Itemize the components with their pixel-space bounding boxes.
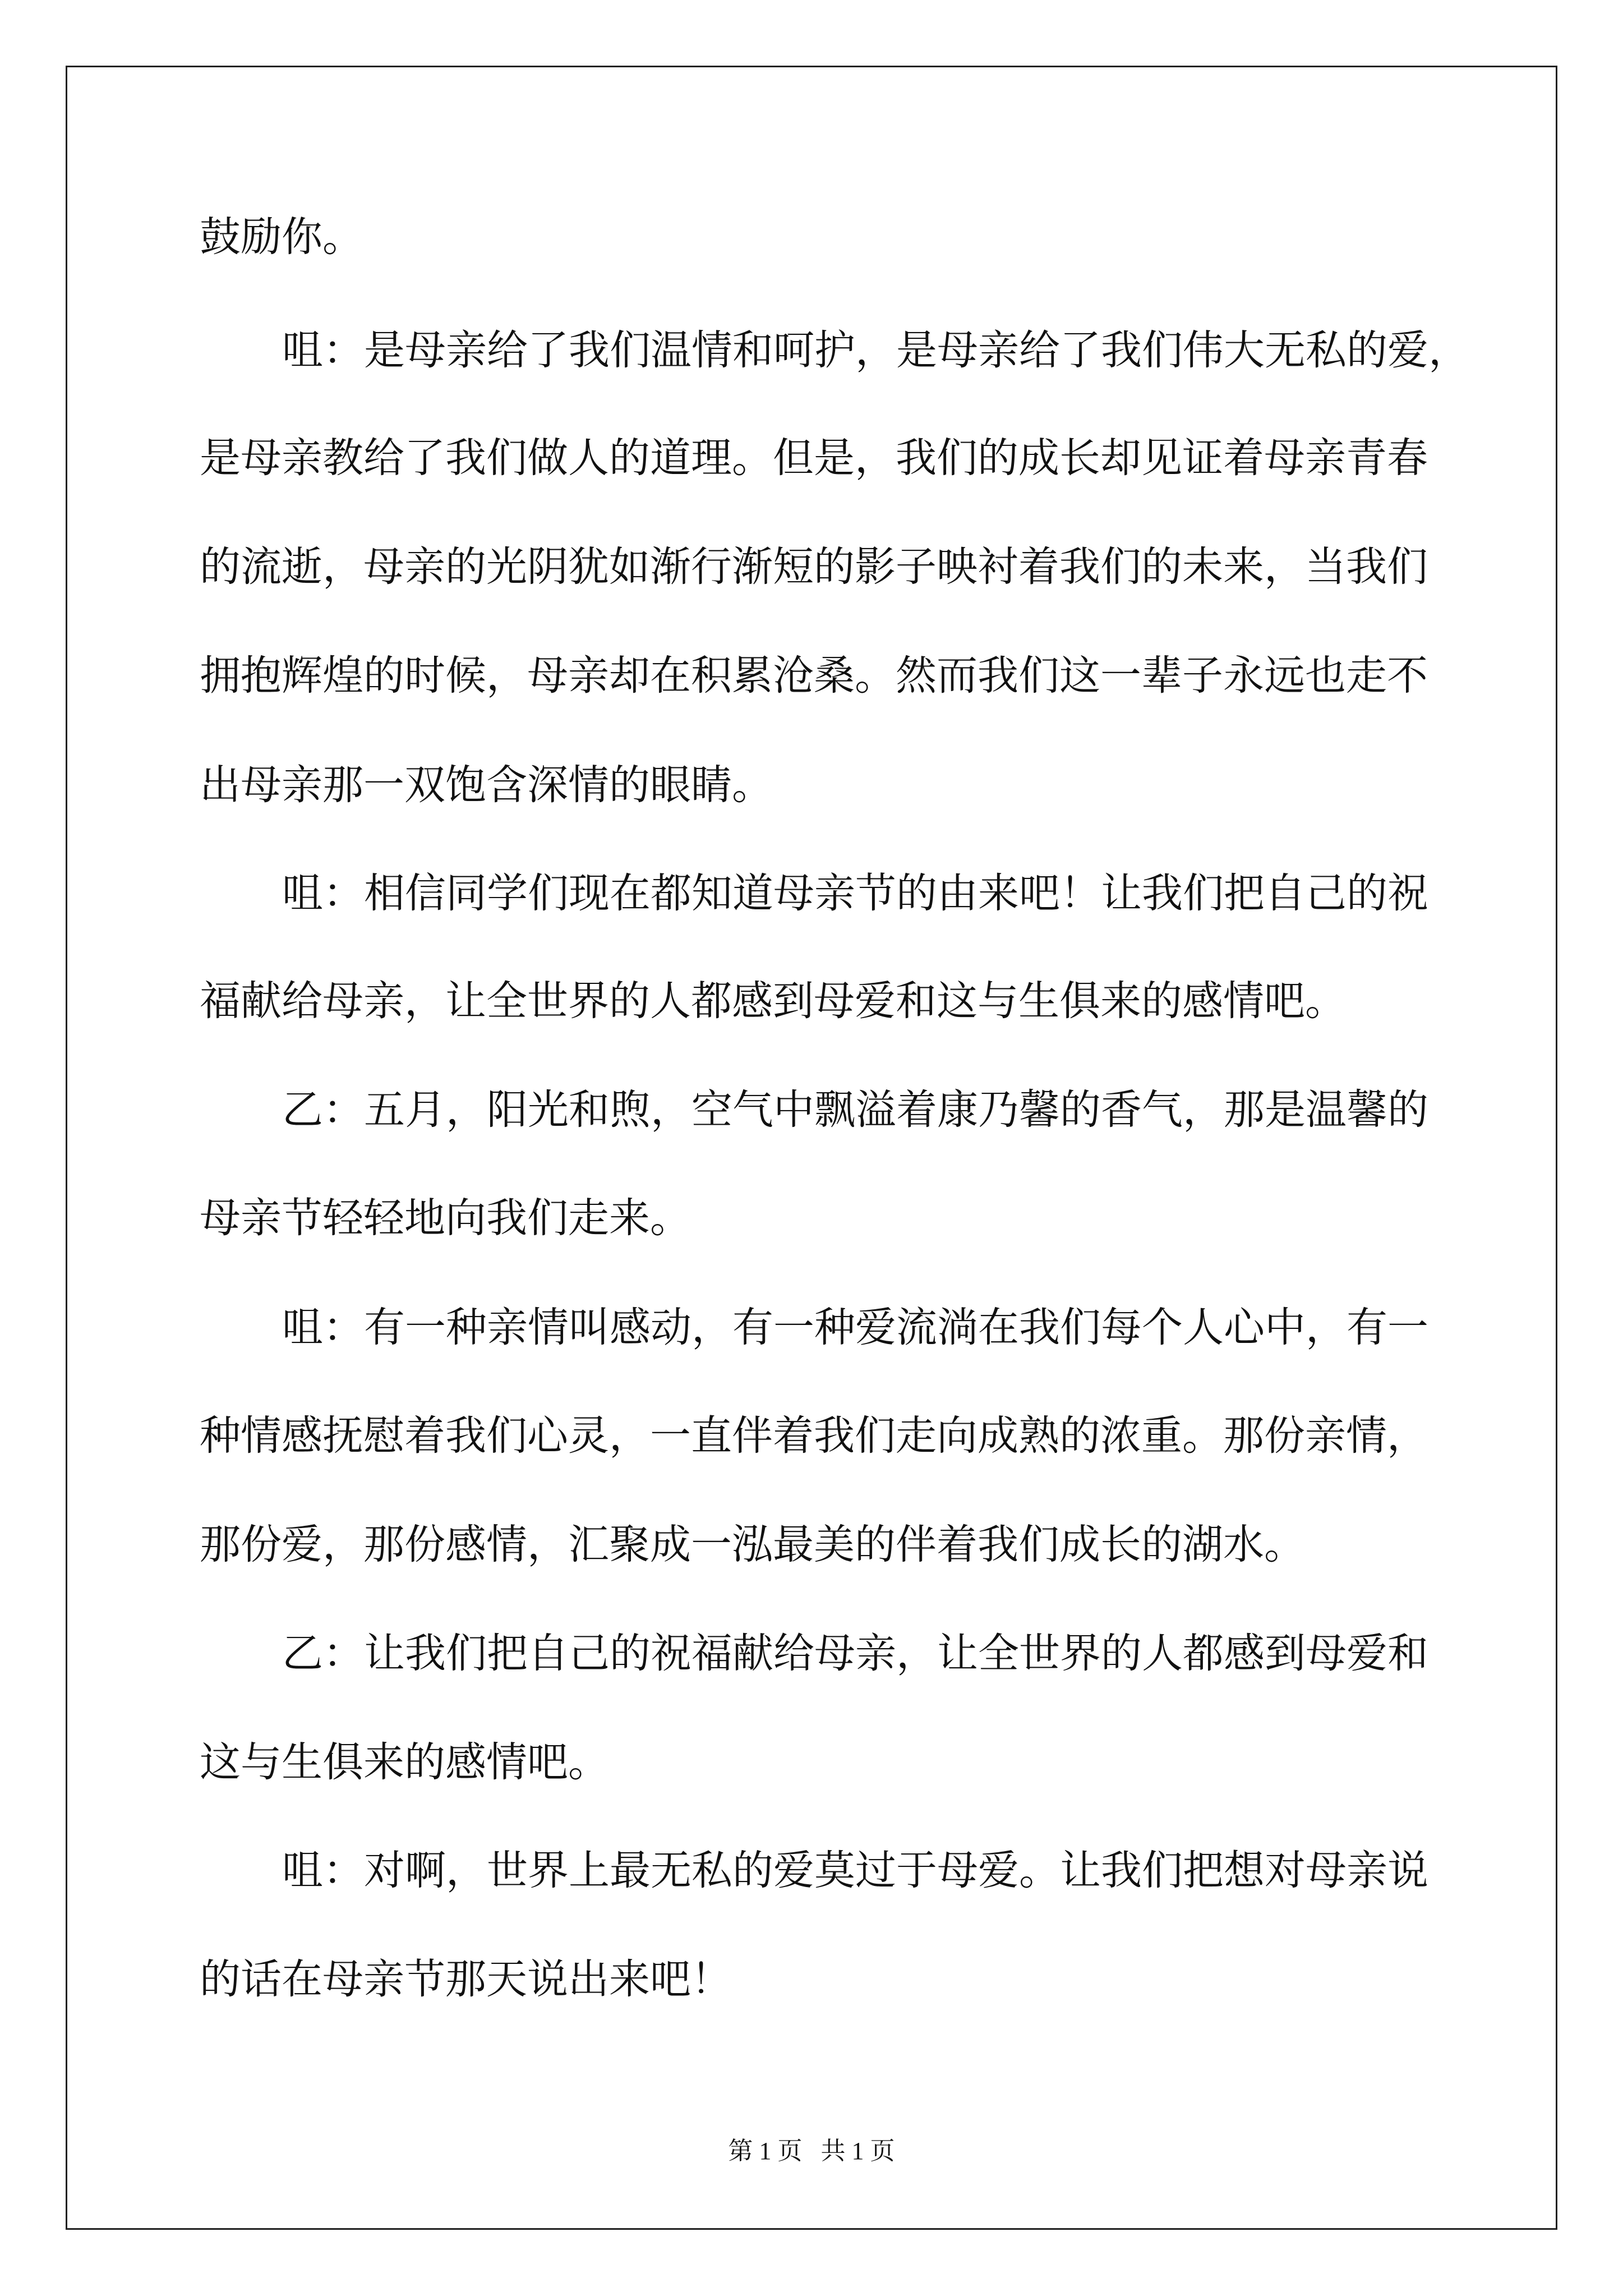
page-footer: 第 1 页 共 1 页 [728, 2137, 895, 2165]
text-line: 这与生俱来的感情吧。 [200, 1738, 609, 1786]
text-line: 拥抱辉煌的时候，母亲却在积累沧桑。然而我们这一辈子永远也走不 [200, 652, 1428, 700]
text-line: 鼓励你。 [200, 213, 363, 261]
page-border [66, 66, 1557, 2230]
text-line: 福献给母亲，让全世界的人都感到母爱和这与生俱来的感情吧。 [200, 977, 1346, 1025]
text-line: 咀：对啊，世界上最无私的爱莫过于母爱。让我们把想对母亲说 [282, 1847, 1428, 1894]
text-line: 的流逝，母亲的光阴犹如渐行渐短的影子映衬着我们的未来，当我们 [200, 543, 1428, 591]
text-line: 母亲节轻轻地向我们走来。 [200, 1194, 691, 1242]
text-line: 出母亲那一双饱含深情的眼睛。 [200, 761, 773, 809]
text-line: 咀：相信同学们现在都知道母亲节的由来吧！让我们把自己的祝 [282, 869, 1428, 917]
text-line: 乙：五月，阳光和煦，空气中飘溢着康乃馨的香气，那是温馨的 [282, 1086, 1428, 1134]
text-line: 种情感抚慰着我们心灵，一直伴着我们走向成熟的浓重。那份亲情， [200, 1412, 1428, 1460]
text-line: 乙：让我们把自己的祝福献给母亲，让全世界的人都感到母爱和 [282, 1630, 1428, 1677]
text-line: 咀：有一种亲情叫感动，有一种爱流淌在我们每个人心中，有一 [282, 1304, 1428, 1351]
text-line: 咀：是母亲给了我们温情和呵护，是母亲给了我们伟大无私的爱， [282, 326, 1469, 374]
text-line: 那份爱，那份感情，汇聚成一泓最美的伴着我们成长的湖水。 [200, 1521, 1305, 1568]
text-line: 的话在母亲节那天说出来吧！ [200, 1955, 732, 2003]
text-line: 是母亲教给了我们做人的道理。但是，我们的成长却见证着母亲青春 [200, 434, 1428, 482]
